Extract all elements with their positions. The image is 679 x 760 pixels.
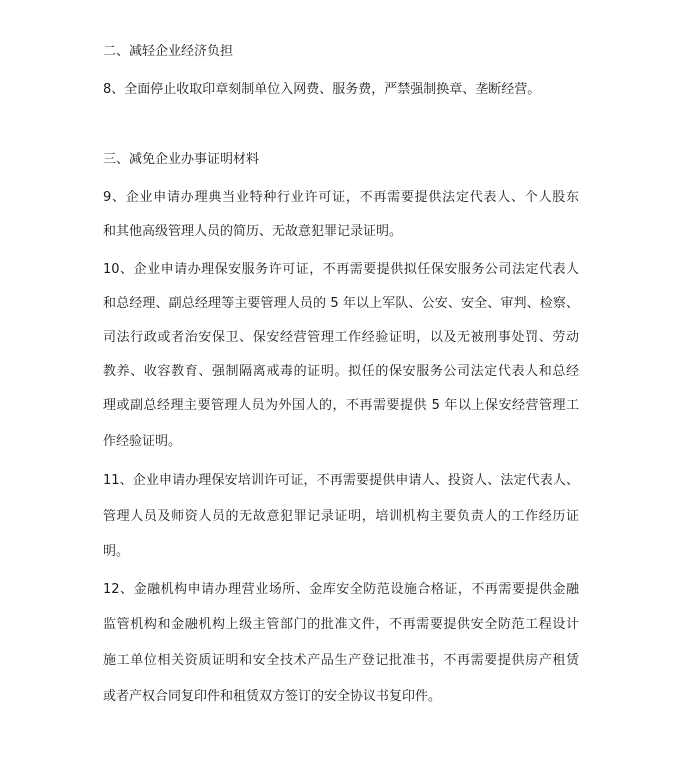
paragraph-item-9-line-1: 9、企业申请办理典当业特种行业许可证，不再需要提供法定代表人、个人股东 bbox=[103, 190, 579, 205]
paragraph-item-10-line-1: 10、企业申请办理保安服务许可证，不再需要提供拟任保安服务公司法定代表人 bbox=[103, 262, 579, 277]
section-heading-reduce-certificates: 三、减免企业办事证明材料 bbox=[103, 152, 260, 167]
paragraph-item-11-line-3: 明。 bbox=[103, 544, 130, 559]
paragraph-item-11-line-2: 管理人员及师资人员的无故意犯罪记录证明，培训机构主要负责人的工作经历证 bbox=[103, 509, 579, 524]
paragraph-item-10-line-5: 理或副总经理主要管理人员为外国人的，不再需要提供 5 年以上保安经营管理工 bbox=[103, 398, 579, 413]
paragraph-item-10-line-2: 和总经理、副总经理等主要管理人员的 5 年以上军队、公安、安全、审判、检察、 bbox=[103, 296, 579, 311]
paragraph-item-12-line-2: 监管机构和金融机构上级主管部门的批准文件，不再需要提供安全防范工程设计 bbox=[103, 617, 579, 632]
paragraph-item-10-line-6: 作经验证明。 bbox=[103, 434, 182, 449]
paragraph-item-10-line-3: 司法行政或者治安保卫、保安经营管理工作经验证明，以及无被刑事处罚、劳动 bbox=[103, 330, 579, 345]
section-heading-reduce-burden: 二、减轻企业经济负担 bbox=[103, 44, 234, 59]
paragraph-item-11-line-1: 11、企业申请办理保安培训许可证，不再需要提供申请人、投资人、法定代表人、 bbox=[103, 473, 579, 488]
paragraph-item-9-line-2: 和其他高级管理人员的简历、无故意犯罪记录证明。 bbox=[103, 224, 403, 239]
paragraph-item-12-line-1: 12、金融机构申请办理营业场所、金库安全防范设施合格证，不再需要提供金融 bbox=[103, 582, 579, 597]
paragraph-item-12-line-4: 或者产权合同复印件和租赁双方签订的安全协议书复印件。 bbox=[103, 689, 442, 704]
paragraph-item-10-line-4: 教养、收容教育、强制隔离戒毒的证明。拟任的保安服务公司法定代表人和总经 bbox=[103, 364, 579, 379]
paragraph-item-12-line-3: 施工单位相关资质证明和安全技术产品生产登记批准书，不再需要提供房产租赁 bbox=[103, 653, 579, 668]
paragraph-item-8: 8、全面停止收取印章刻制单位入网费、服务费，严禁强制换章、垄断经营。 bbox=[103, 82, 541, 97]
